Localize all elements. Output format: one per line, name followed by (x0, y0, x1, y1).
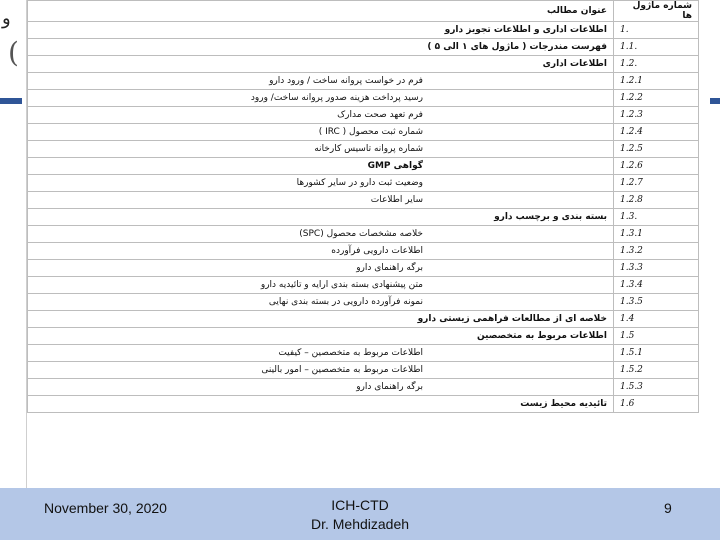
row-title: تائیدیه محیط زیست (28, 396, 614, 413)
row-module-number: 1.2.8 (614, 192, 699, 209)
left-edge-glyph: و (2, 8, 11, 29)
table-header-row (28, 1, 699, 22)
table-row (28, 107, 699, 124)
left-accent-bar (0, 98, 22, 104)
row-title: نمونه فرآورده دارویی در بسته بندی نهایی (28, 294, 614, 311)
row-title: اطلاعات اداری و اطلاعات تجویز دارو (28, 22, 614, 39)
header-title: عنوان مطالب (28, 1, 614, 22)
row-title: متن پیشنهادی بسته بندی ارایه و تائیدیه دارو (28, 277, 614, 294)
table-row (28, 209, 699, 226)
table-row (28, 90, 699, 107)
row-module-number: 1.2.7 (614, 175, 699, 192)
row-module-number: 1.2.3 (614, 107, 699, 124)
row-module-number: 1.2.2 (614, 90, 699, 107)
row-module-number: 1.2.5 (614, 141, 699, 158)
row-module-number: 1.3.5 (614, 294, 699, 311)
table-row (28, 73, 699, 90)
footer-center (290, 496, 430, 534)
row-title: اطلاعات مربوط به متخصصین – امور بالینی (28, 362, 614, 379)
row-title: فرم در خواست پروانه ساخت / ورود دارو (28, 73, 614, 90)
table-row (28, 328, 699, 345)
footer-author: Dr. Mehdizadeh (310, 516, 410, 532)
table-row (28, 226, 699, 243)
scanned-table-image (26, 0, 701, 488)
table-row (28, 294, 699, 311)
table-row (28, 396, 699, 413)
row-module-number: 1.5.1 (614, 345, 699, 362)
row-module-number: 1.2.1 (614, 73, 699, 90)
table-row (28, 141, 699, 158)
table-row (28, 192, 699, 209)
row-module-number: 1.3. (614, 209, 699, 226)
table-row (28, 22, 699, 39)
row-title: شماره پروانه تاسیس کارخانه (28, 141, 614, 158)
row-title: وضعیت ثبت دارو در سایر کشورها (28, 175, 614, 192)
table-row (28, 379, 699, 396)
footer-title: ICH-CTD (331, 497, 389, 513)
row-module-number: 1. (614, 22, 699, 39)
row-title: گواهی GMP (28, 158, 614, 175)
footer-page-number: 9 (664, 500, 672, 516)
row-module-number: 1.3.2 (614, 243, 699, 260)
row-title: برگه راهنمای دارو (28, 379, 614, 396)
table-row (28, 345, 699, 362)
row-module-number: 1.5.2 (614, 362, 699, 379)
row-title: شماره ثبت محصول ( IRC ) (28, 124, 614, 141)
row-title: سایر اطلاعات (28, 192, 614, 209)
table-row (28, 311, 699, 328)
row-module-number: 1.2.6 (614, 158, 699, 175)
row-title: رسید پرداخت هزینه صدور پروانه ساخت/ ورود (28, 90, 614, 107)
row-title: برگه راهنمای دارو (28, 260, 614, 277)
module-table (27, 0, 699, 413)
table-row (28, 362, 699, 379)
row-title: اطلاعات دارویی فرآورده (28, 243, 614, 260)
row-title: فهرست مندرجات ( ماژول های ۱ الی ۵ ) (28, 39, 614, 56)
right-accent-bar (710, 98, 720, 104)
table-row (28, 158, 699, 175)
left-edge-bracket-icon: ( (8, 36, 19, 69)
footer-bar (0, 488, 720, 540)
table-row (28, 175, 699, 192)
row-module-number: 1.5 (614, 328, 699, 345)
row-module-number: 1.3.3 (614, 260, 699, 277)
row-title: اطلاعات مربوط به متخصصین – کیفیت (28, 345, 614, 362)
table-row (28, 56, 699, 73)
table-row (28, 39, 699, 56)
table-row (28, 124, 699, 141)
row-module-number: 1.2. (614, 56, 699, 73)
row-title: اطلاعات اداری (28, 56, 614, 73)
row-title: خلاصه ای از مطالعات فراهمی زیستی دارو (28, 311, 614, 328)
row-module-number: 1.3.1 (614, 226, 699, 243)
row-module-number: 1.5.3 (614, 379, 699, 396)
table-row (28, 260, 699, 277)
row-title: اطلاعات مربوط به متخصصین (28, 328, 614, 345)
table-row (28, 277, 699, 294)
row-module-number: 1.3.4 (614, 277, 699, 294)
row-title: بسته بندی و برچسب دارو (28, 209, 614, 226)
row-module-number: 1.6 (614, 396, 699, 413)
row-title: فرم تعهد صحت مدارک (28, 107, 614, 124)
row-module-number: 1.2.4 (614, 124, 699, 141)
table-row (28, 243, 699, 260)
header-module-number: شماره ماژول ها (614, 1, 699, 22)
row-module-number: 1.4 (614, 311, 699, 328)
row-module-number: 1.1. (614, 39, 699, 56)
module-table-body (28, 1, 699, 413)
footer-date: November 30, 2020 (44, 500, 167, 516)
row-title: خلاصه مشخصات محصول (SPC) (28, 226, 614, 243)
